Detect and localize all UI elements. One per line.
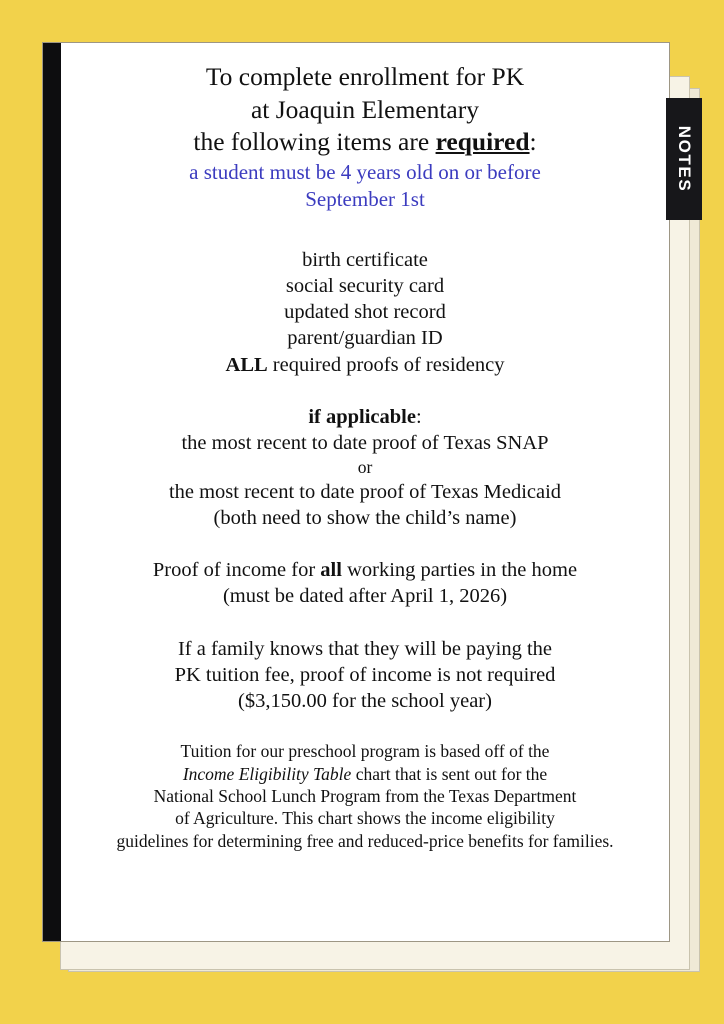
heading-line-3-suffix: : bbox=[529, 127, 537, 157]
heading-line-2: at Joaquin Elementary bbox=[250, 94, 479, 124]
age-requirement-note bbox=[83, 159, 647, 213]
list-item: social security card bbox=[285, 274, 445, 297]
tuition-note-line-3: ($3,150.00 for the school year) bbox=[238, 690, 492, 713]
if-applicable-line-3: (both need to show the child’s name) bbox=[213, 506, 517, 529]
heading-line-1: To complete enrollment for PK bbox=[205, 62, 525, 91]
list-item bbox=[83, 352, 647, 378]
heading-line-3 bbox=[83, 126, 647, 159]
fineprint-line-3: National School Lunch Program from the Texas Department bbox=[153, 786, 577, 807]
list-item: updated shot record bbox=[284, 301, 446, 324]
income-eligibility-table-title: Income Eligibility Table bbox=[182, 763, 352, 784]
tuition-note-line-1: If a family knows that they will be paying the bbox=[177, 637, 553, 660]
fineprint-line-2-suffix: chart that is sent out for the bbox=[351, 763, 548, 784]
spacer bbox=[83, 714, 647, 740]
if-applicable-line-2: the most recent to date proof of Texas Medicaid bbox=[168, 480, 562, 503]
tuition-note-line-2: PK tuition fee, proof of income is not required bbox=[174, 663, 556, 686]
age-note-line-2: September 1st bbox=[305, 186, 425, 211]
notes-tab[interactable] bbox=[666, 98, 702, 220]
if-applicable-block bbox=[83, 404, 647, 531]
required-items-list bbox=[83, 247, 647, 378]
notebook-page-stack bbox=[42, 42, 694, 982]
notes-tab-label: NOTES bbox=[675, 125, 694, 193]
tuition-note-block bbox=[83, 636, 647, 715]
fineprint-line-2 bbox=[83, 763, 647, 785]
fineprint-line-1: Tuition for our preschool program is based off of the bbox=[180, 741, 550, 762]
if-applicable-or: or bbox=[357, 457, 373, 478]
age-note-line-1: a student must be 4 years old on or before bbox=[189, 159, 541, 184]
fineprint-line-4: of Agriculture. This chart shows the income eligibility bbox=[175, 808, 555, 829]
income-proof-line-2: (must be dated after April 1, 2026) bbox=[222, 585, 508, 608]
list-item-emphasis: ALL bbox=[225, 353, 268, 376]
if-applicable-heading-text: if applicable bbox=[308, 405, 416, 428]
page-content bbox=[61, 43, 669, 941]
if-applicable-heading-colon: : bbox=[415, 405, 422, 428]
list-item: parent/guardian ID bbox=[287, 327, 443, 350]
if-applicable-line-1: the most recent to date proof of Texas SNAP bbox=[181, 432, 549, 455]
heading-block bbox=[83, 61, 647, 159]
income-proof-line-1 bbox=[83, 557, 647, 583]
list-item-text: required proofs of residency bbox=[267, 353, 505, 376]
spacer bbox=[83, 213, 647, 247]
fineprint-line-5: guidelines for determining free and reduced-price benefits for families. bbox=[116, 830, 614, 851]
list-item: birth certificate bbox=[302, 248, 428, 271]
income-proof-emphasis: all bbox=[320, 559, 342, 582]
income-proof-suffix: working parties in the home bbox=[341, 559, 578, 582]
heading-line-3-prefix: the following items are bbox=[193, 127, 436, 157]
spacer bbox=[83, 378, 647, 404]
spacer bbox=[83, 531, 647, 557]
income-proof-block bbox=[83, 557, 647, 609]
income-proof-prefix: Proof of income for bbox=[152, 559, 321, 582]
spacer bbox=[83, 610, 647, 636]
note-page bbox=[42, 42, 670, 942]
if-applicable-heading bbox=[83, 404, 647, 430]
heading-required-emphasis: required bbox=[435, 127, 530, 157]
page-spine-binding bbox=[43, 43, 61, 941]
fineprint-block bbox=[83, 740, 647, 852]
